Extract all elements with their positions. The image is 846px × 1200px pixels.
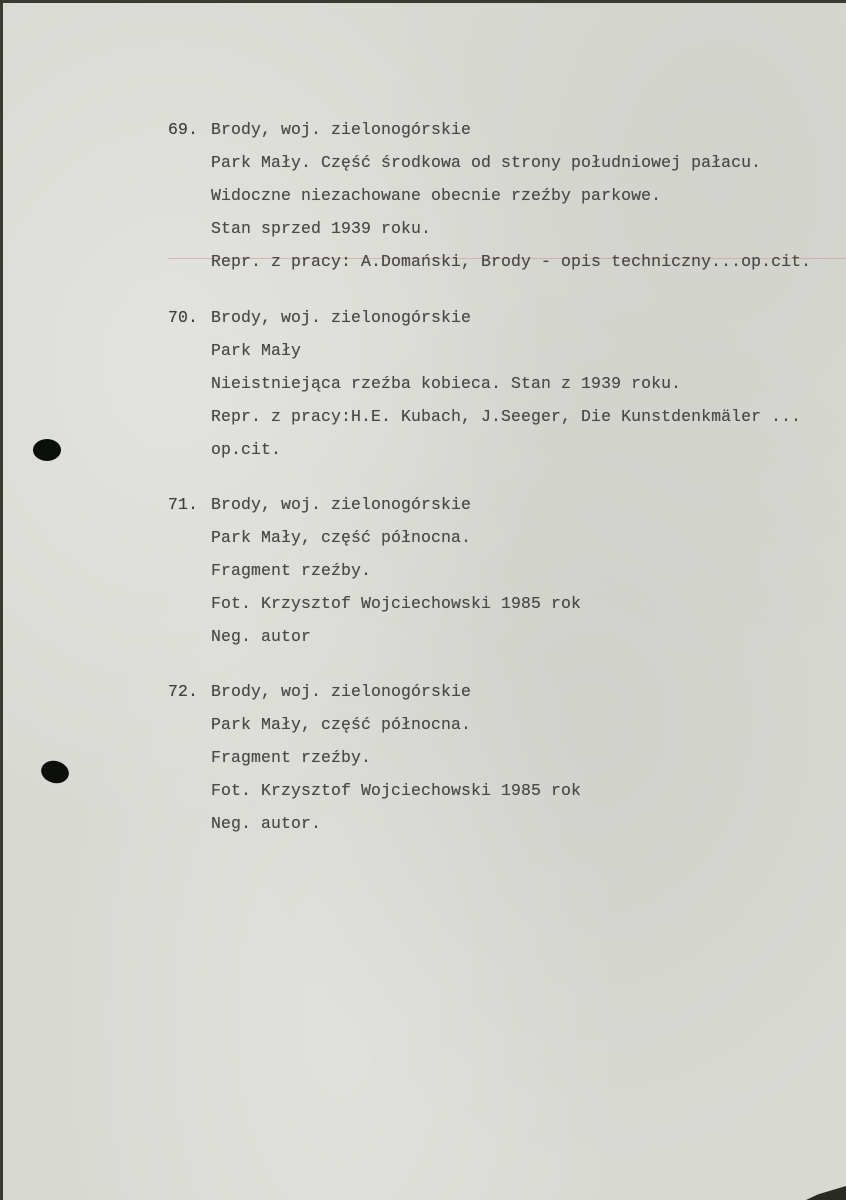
- entry-location: Brody, woj. zielonogórskie: [211, 495, 472, 514]
- entry-line: Widoczne niezachowane obecnie rzeźby parkowe.: [211, 186, 662, 205]
- entry-line: Nieistniejąca rzeźba kobieca. Stan z 1939 roku.: [211, 374, 682, 393]
- entry-line: Park Mały. Część środkowa od strony południowej pałacu.: [211, 153, 762, 172]
- entry-location: Brody, woj. zielonogórskie: [211, 120, 472, 139]
- entry-heading: [168, 675, 581, 708]
- entry-photo-credit: Fot. Krzysztof Wojciechowski 1985 rok: [211, 594, 582, 613]
- catalog-entry-70: [168, 301, 801, 466]
- entry-negative: Neg. autor: [211, 627, 312, 646]
- entry-heading: [168, 113, 811, 146]
- entry-negative: Neg. autor.: [211, 814, 322, 833]
- entry-number: 69.: [168, 120, 199, 139]
- entry-heading: [168, 301, 801, 334]
- punch-hole-top: [33, 439, 61, 461]
- entry-heading: [168, 488, 581, 521]
- catalog-entry-72: [168, 675, 581, 840]
- entry-location: Brody, woj. zielonogórskie: [211, 308, 472, 327]
- entry-location: Brody, woj. zielonogórskie: [211, 682, 472, 701]
- entry-number: 71.: [168, 495, 199, 514]
- entry-source-cont: op.cit.: [211, 440, 282, 459]
- entry-line: Park Mały, część północna.: [211, 528, 472, 547]
- entry-number: 72.: [168, 682, 199, 701]
- catalog-entry-69: [168, 113, 811, 278]
- entry-line: Fragment rzeźby.: [211, 561, 372, 580]
- catalog-entry-71: [168, 488, 581, 653]
- entry-line: Stan sprzed 1939 roku.: [211, 219, 432, 238]
- punch-hole-bottom: [39, 758, 72, 786]
- entry-line: Fragment rzeźby.: [211, 748, 372, 767]
- paper-corner-edge: [806, 1186, 846, 1200]
- entry-line: Park Mały: [211, 341, 302, 360]
- typewritten-page: [3, 3, 846, 1200]
- entry-photo-credit: Fot. Krzysztof Wojciechowski 1985 rok: [211, 781, 582, 800]
- entry-number: 70.: [168, 308, 199, 327]
- entry-source: Repr. z pracy: A.Domański, Brody - opis techniczny...op.cit.: [211, 252, 812, 271]
- entry-source: Repr. z pracy:H.E. Kubach, J.Seeger, Die Kunstdenkmäler ...: [211, 407, 802, 426]
- entry-line: Park Mały, część północna.: [211, 715, 472, 734]
